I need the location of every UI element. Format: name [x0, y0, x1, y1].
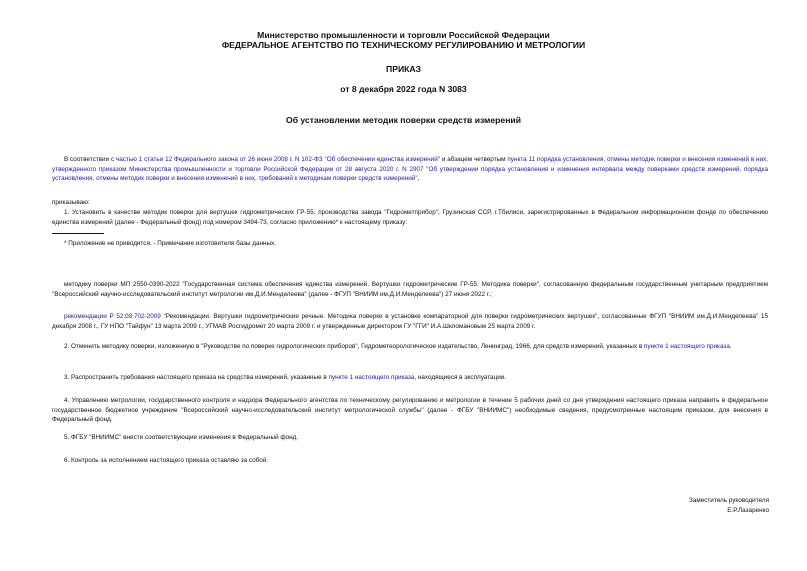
item-6-paragraph: 6. Контроль за исполнением настоящего приказа оставляю за собой. [64, 457, 269, 464]
method-2-paragraph [52, 312, 768, 331]
item-5-paragraph: 5. ФГБУ "ВНИИМС" внести соответствующие изменения в Федеральный фонд. [64, 434, 299, 441]
item-4-paragraph: 4. Управлению метрологии, государственного контроля и надзора Федерального агентства по техническому регулированию и метрологии в течение 5 рабочих дней со дня утверждения настоящего приказа направить в федеральное государственное бюджетное учреждение "Всероссийский научно-исследовательский институт метрологической службы" (далее - ФГБУ "ВНИИМС") необходимые сведения, предусмотренные настоящим приказом, для внесения в Федеральный фонд. [52, 397, 768, 424]
item-3-end: , находящиеся в эксплуатации. [414, 374, 507, 381]
document-subject: Об установлении методик поверки средств измерений [286, 115, 521, 125]
document-date-number: от 8 декабря 2022 года N 3083 [340, 84, 467, 94]
footnote-divider [52, 233, 104, 234]
agency-title: ФЕДЕРАЛЬНОЕ АГЕНТСТВО ПО ТЕХНИЧЕСКОМУ РЕГУЛИРОВАНИЮ И МЕТРОЛОГИИ [221, 40, 586, 50]
method-2-text: "Рекомендации. Вертушки гидрометрические речные. Методика поверки в установке компараторной для поверки гидрометрических вертушек", согласованные ФГУП "ВНИИМ им.Д.И.Менделеева" 15 декабря 2008 г., ГУ НПО "Тайфун" 13 марта 2009 г., УГМАВ Росгидромет 20 марта 2009 г. и утвержденные директором ГУ "ГГИ" И.А.Шкломановым 25 марта 2009 г. [52, 313, 768, 330]
item-2-text: 2. Отменить методику поверки, изложенную в "Руководстве по поверке гидрологических приборов", Гидрометеорологическое издательство, Ленинград, 1966, для средств измерений, указанных в [64, 343, 645, 350]
federal-law-link[interactable]: частью 1 статьи 12 Федерального закона от 26 июня 2008 г. N 102-ФЗ "Об обеспечении единства измерений" [115, 156, 441, 163]
preamble-text: , [417, 175, 420, 183]
signature-name: Е.Р.Лазаренко [727, 507, 769, 514]
order-word: приказываю: [52, 199, 90, 206]
item-3-text: 3. Распространить требования настоящего приказа на средства измерений, указанные в [64, 374, 329, 381]
item-2-link[interactable]: пункте 1 настоящего приказа [644, 343, 730, 350]
order-2907-link[interactable]: пункта 11 порядка установления, отмены методик поверки и внесения изменений в них, утвержденного приказом Министерства промышленности и торговли Российской Федерации от 28 августа 2020 г. N 2907 "Об утверждении порядка установления и изменения интервала между поверками средств измерений, порядка установления, отмены методик поверки и внесения изменений в них, требований к методикам поверки средств измерений" [52, 156, 768, 183]
preamble-text: и абзацем четвертым [440, 156, 508, 163]
item-1-paragraph: 1. Установить в качестве методик поверки для вертушек гидрометрических ГР-55, производства завода "Гидрометприбор", Грузинская ССР, г.Тбилиси, зарегистрированных в Федеральном информационном фонде по обеспечению единства измерений (далее - Федеральный фонд) под номером 3494-73, согласно приложению* к настоящему приказу: [52, 209, 768, 226]
method-1-paragraph: методику поверки МП 2550-0390-2022 "Государственная система обеспечения единства измерений. Вертушки гидрометрические ГР-55. Методика поверки", согласованную федеральным государственным унитарным предприятием "Всероссийский научно-исследовательский институт метрологии им.Д.И.Менделеева" (далее - ФГУП "ВНИИМ им.Д.И.Менделеева") 27 июня 2022 г.; [52, 281, 768, 298]
signature-position: Заместитель руководителя [688, 497, 769, 504]
document-type: ПРИКАЗ [386, 64, 421, 74]
ministry-title: Министерство промышленности и торговли Российской Федерации [257, 30, 550, 40]
item-2-paragraph [52, 342, 768, 352]
footnote: * Приложение не приводится. - Примечание изготовителя базы данных. [64, 240, 277, 247]
recommendation-link[interactable]: рекомендации Р 52.08.702-2009 [64, 313, 161, 320]
preamble-text: В соответствии с [64, 156, 116, 163]
item-3-link[interactable]: пункте 1 настоящего приказа [328, 374, 415, 381]
preamble-paragraph [52, 155, 768, 184]
item-3-paragraph [52, 373, 768, 383]
item-2-end: . [729, 343, 732, 350]
